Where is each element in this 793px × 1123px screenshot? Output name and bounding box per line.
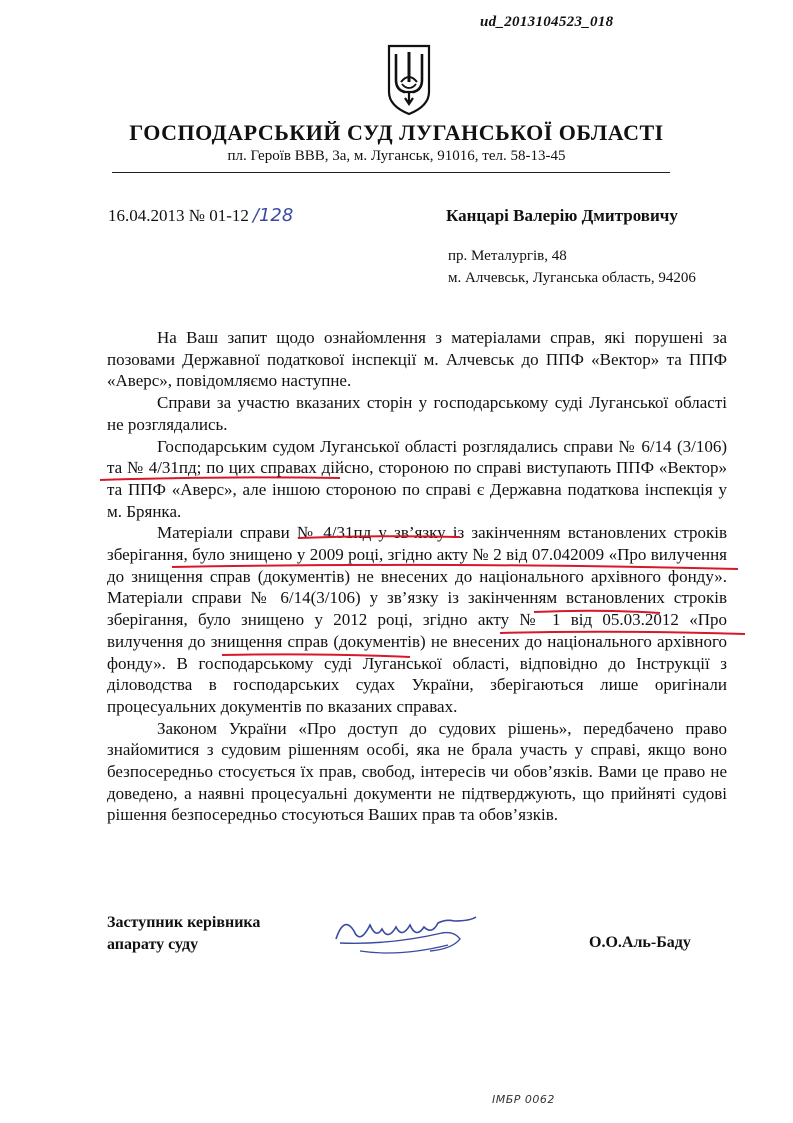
- paragraph-3: Господарським судом Луганської області розглядались справи № 6/14 (3/106) та № 4/31пд; по цих справах дійсно, стороною по справі виступають ППФ «Вектор» та ППФ «Аверс», але іншою стороною по справі є Державна податкова інспекція у м. Брянка.: [107, 436, 727, 521]
- handwritten-signature: [330, 905, 480, 963]
- trident-emblem: [385, 42, 433, 118]
- recipient-name: Канцарі Валерію Дмитровичу: [446, 206, 678, 225]
- handwritten-number: /128: [252, 205, 294, 226]
- document-id: ud_2013104523_018: [480, 14, 614, 30]
- signer-name: О.О.Аль-Баду: [589, 934, 691, 951]
- signer-title-line1: Заступник керівника: [107, 914, 261, 931]
- court-name: ГОСПОДАРСЬКИЙ СУД ЛУГАНСЬКОЇ ОБЛАСТІ: [129, 120, 664, 145]
- paragraph-2: Справи за участю вказаних сторін у господарському суді Луганської області не розглядались.: [107, 393, 727, 434]
- header-rule: [112, 172, 670, 173]
- paragraph-4: Матеріали справи № 4/31пд у зв’язку із закінченням встановлених строків зберігання, було знищено у 2009 році, згідно акту № 2 від 07.042009 «Про вилучення до знищення справ (документів) не внесених до національного архівного фонду». Матеріали справи № 6/14(3/106) у зв’язку із закінченням встановлених строків зберігання, було знищено у 2012 році, згідно акту № 1 від 05.03.2012 «Про вилучення до знищення справ (документів) не внесених до національного архівного фонду». В господарському суді Луганської області, відповідно до Інструкції з діловодства в господарських судах України, зберігаються лише оригінали процесуальних документів по вказаних справах.: [107, 523, 727, 716]
- outgoing-date-number: [108, 205, 293, 226]
- recipient-address-line1: пр. Металургів, 48: [448, 248, 567, 264]
- recipient-address-line2: м. Алчевськ, Луганська область, 94206: [448, 270, 696, 286]
- date-number-text: 16.04.2013 № 01-12: [108, 206, 249, 225]
- paragraph-5: Законом України «Про доступ до судових рішень», передбачено право знайомитися з судовим рішенням особі, яка не брала участь у справі, якщо воно безпосередньо стосується їх прав, свобод, інтересів чи обов’язків. Вами це право не доведено, а наявні процесуальні документи не підтверджують, що прийняті судові рішення безпосередньо стосуються Ваших прав та обов’язків.: [107, 718, 727, 825]
- paragraph-1: На Ваш запит щодо ознайомлення з матеріалами справ, які порушені за позовами Державної податкової інспекції м. Алчевськ до ППФ «Вектор» та ППФ «Аверс», повідомляємо наступне.: [107, 328, 727, 391]
- signer-title: [107, 912, 260, 956]
- letter-body: [107, 327, 727, 826]
- court-address: пл. Героїв ВВВ, 3а, м. Луганськ, 91016, тел. 58-13-45: [227, 148, 566, 164]
- signer-title-line2: апарату суду: [107, 936, 199, 953]
- footer-handwritten-note: ІМБР 0062: [492, 1093, 555, 1106]
